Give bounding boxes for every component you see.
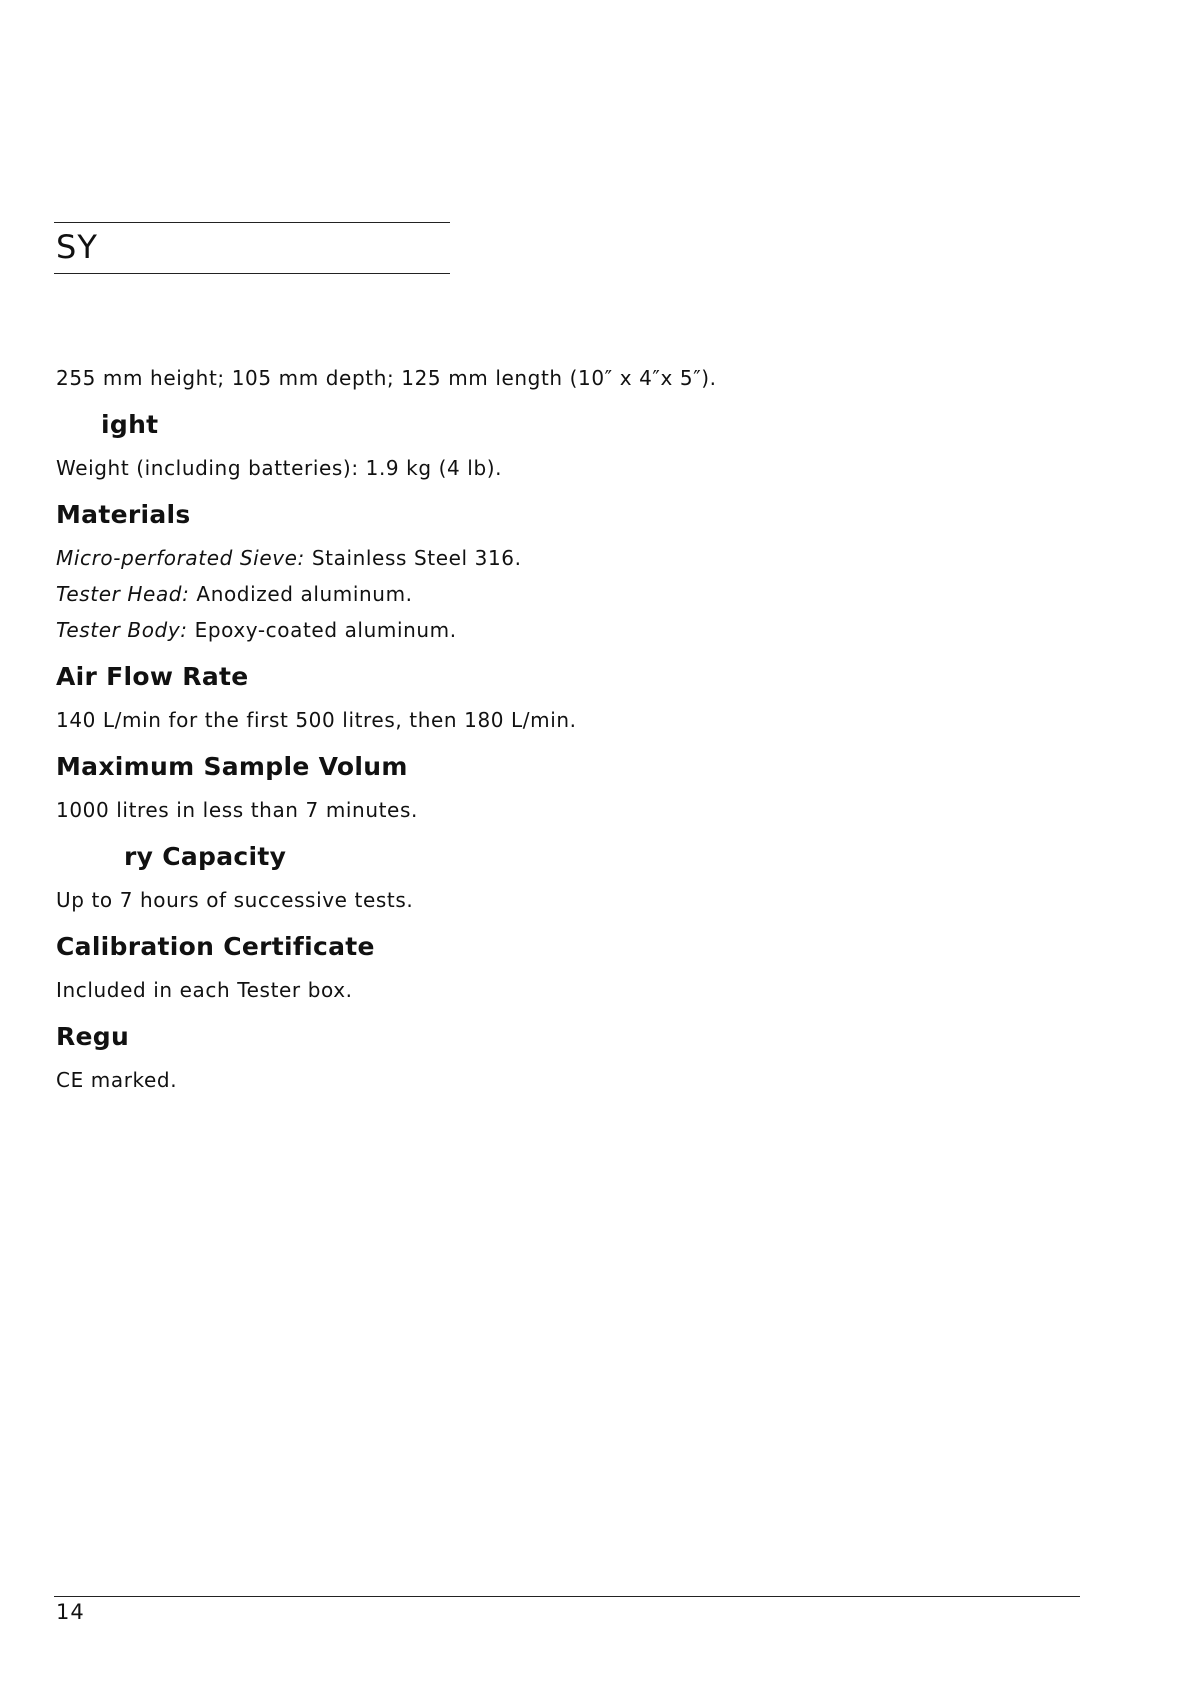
materials-item-value: Stainless Steel 316. bbox=[311, 546, 522, 570]
section-title-top-rule bbox=[54, 222, 450, 223]
section-title: SY bbox=[56, 228, 98, 266]
regulatory-heading: Regu bbox=[56, 1022, 130, 1051]
materials-heading: Materials bbox=[56, 500, 191, 529]
calibration-text: Included in each Tester box. bbox=[56, 978, 353, 1002]
battery-heading: ry Capacity bbox=[124, 842, 287, 871]
footer-rule bbox=[54, 1596, 1080, 1597]
dimensions-text: 255 mm height; 105 mm depth; 125 mm length (10″ x 4″x 5″). bbox=[56, 366, 717, 390]
materials-item bbox=[56, 576, 1056, 612]
materials-item-value: Epoxy-coated aluminum. bbox=[194, 618, 457, 642]
materials-item-label: Tester Body: bbox=[56, 618, 188, 642]
weight-text: Weight (including batteries): 1.9 kg (4 lb). bbox=[56, 456, 503, 480]
battery-text: Up to 7 hours of successive tests. bbox=[56, 888, 414, 912]
regulatory-text: CE marked. bbox=[56, 1068, 178, 1092]
specifications-content bbox=[56, 360, 1056, 1098]
sample-volume-text: 1000 litres in less than 7 minutes. bbox=[56, 798, 418, 822]
materials-item bbox=[56, 612, 1056, 648]
sample-volume-heading: Maximum Sample Volum bbox=[56, 752, 408, 781]
section-title-bottom-rule bbox=[54, 273, 450, 274]
air-flow-text: 140 L/min for the first 500 litres, then 180 L/min. bbox=[56, 708, 577, 732]
materials-item-label: Micro-perforated Sieve: bbox=[56, 546, 305, 570]
page-number: 14 bbox=[56, 1600, 85, 1624]
calibration-heading: Calibration Certificate bbox=[56, 932, 375, 961]
materials-item bbox=[56, 540, 1056, 576]
materials-item-value: Anodized aluminum. bbox=[196, 582, 413, 606]
air-flow-heading: Air Flow Rate bbox=[56, 662, 249, 691]
weight-heading: ight bbox=[101, 410, 159, 439]
materials-item-label: Tester Head: bbox=[56, 582, 190, 606]
